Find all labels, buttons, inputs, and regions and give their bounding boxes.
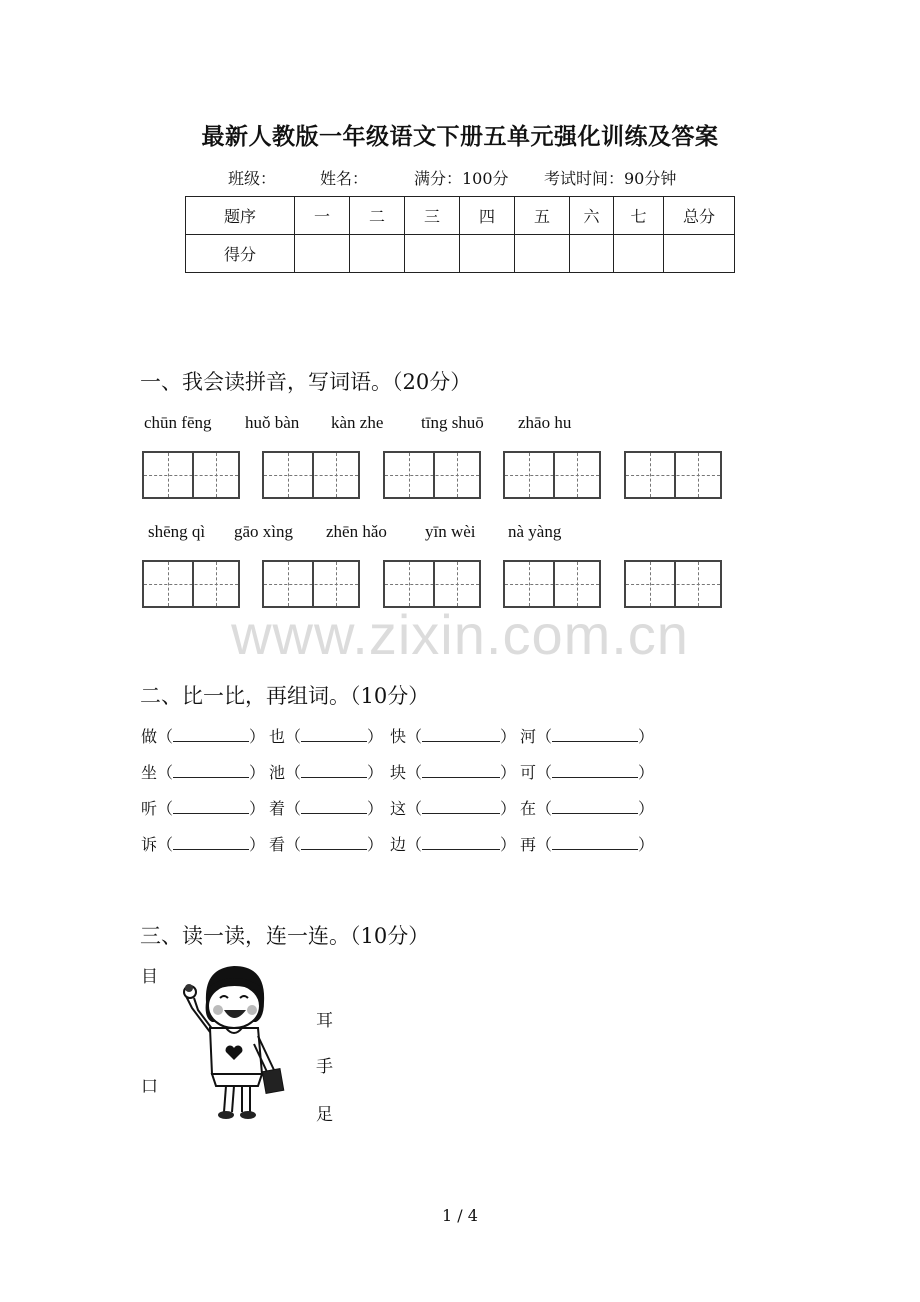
word-item: [390, 832, 516, 855]
writing-grid[interactable]: [262, 451, 360, 499]
paren-close: ）: [500, 799, 517, 818]
word-char: 在: [520, 799, 537, 818]
word-char: 这: [390, 799, 407, 818]
word-item: [269, 832, 383, 855]
score-cell[interactable]: [515, 235, 570, 273]
paren-open: （: [285, 799, 302, 818]
score-cell[interactable]: [350, 235, 405, 273]
answer-blank[interactable]: [301, 799, 367, 814]
answer-blank[interactable]: [552, 727, 638, 742]
paren-open: （: [406, 763, 423, 782]
paren-close: ）: [367, 799, 384, 818]
score-cell[interactable]: [460, 235, 515, 273]
paren-open: （: [536, 799, 553, 818]
word-char: 河: [520, 727, 537, 746]
row-label: 得分: [186, 235, 295, 273]
answer-blank[interactable]: [173, 835, 249, 850]
paren-close: ）: [249, 799, 266, 818]
word-item: [520, 724, 654, 747]
writing-grid[interactable]: [142, 451, 240, 499]
header-cell: 三: [405, 197, 460, 235]
word-item: [520, 760, 654, 783]
paren-close: ）: [249, 763, 266, 782]
right-char[interactable]: 耳: [316, 1011, 333, 1031]
answer-blank[interactable]: [422, 763, 500, 778]
pinyin-label: nà yàng: [508, 522, 562, 541]
answer-blank[interactable]: [173, 727, 249, 742]
pinyin-label: yīn wèi: [425, 522, 476, 541]
header-cell: 题序: [186, 197, 295, 235]
answer-blank[interactable]: [301, 763, 367, 778]
writing-grid[interactable]: [624, 560, 722, 608]
paren-close: ）: [249, 835, 266, 854]
answer-blank[interactable]: [422, 835, 500, 850]
word-item: [390, 796, 516, 819]
left-char[interactable]: 口: [141, 1077, 158, 1097]
word-char: 边: [390, 835, 407, 854]
paren-open: （: [157, 799, 174, 818]
word-char: 可: [520, 763, 537, 782]
paren-open: （: [406, 727, 423, 746]
pinyin-label: kàn zhe: [331, 413, 384, 432]
paren-close: ）: [249, 727, 266, 746]
header-cell: 五: [515, 197, 570, 235]
section3-title: 三、读一读，连一连。（10分）: [140, 924, 430, 948]
word-item: [141, 796, 265, 819]
word-item: [390, 724, 516, 747]
word-char: 做: [141, 727, 158, 746]
answer-blank[interactable]: [301, 727, 367, 742]
paren-open: （: [285, 763, 302, 782]
word-char: 池: [269, 763, 286, 782]
score-cell[interactable]: [405, 235, 460, 273]
header-cell: 六: [570, 197, 614, 235]
score-table: [185, 196, 735, 273]
section2-title: 二、比一比，再组词。（10分）: [140, 684, 430, 708]
document-title: 最新人教版一年级语文下册五单元强化训练及答案: [201, 123, 719, 150]
pinyin-label: tīng shuō: [421, 413, 484, 432]
paren-open: （: [536, 727, 553, 746]
paren-close: ）: [638, 799, 655, 818]
answer-blank[interactable]: [422, 799, 500, 814]
left-char[interactable]: 目: [141, 967, 158, 987]
paren-open: （: [157, 835, 174, 854]
word-item: [269, 724, 383, 747]
header-cell: 一: [295, 197, 350, 235]
writing-grid[interactable]: [383, 451, 481, 499]
paren-close: ）: [638, 727, 655, 746]
header-cell: 二: [350, 197, 405, 235]
word-char: 看: [269, 835, 286, 854]
paren-close: ）: [638, 763, 655, 782]
paren-close: ）: [500, 763, 517, 782]
writing-grid[interactable]: [383, 560, 481, 608]
word-char: 也: [269, 727, 286, 746]
word-item: [141, 760, 265, 783]
time-label: 考试时间：90分钟: [544, 169, 677, 188]
paren-open: （: [285, 727, 302, 746]
word-char: 快: [390, 727, 407, 746]
score-cell[interactable]: [614, 235, 664, 273]
answer-blank[interactable]: [422, 727, 500, 742]
header-cell: 总分: [664, 197, 735, 235]
score-table-score-row: [186, 235, 735, 273]
paren-close: ）: [367, 763, 384, 782]
paren-close: ）: [367, 835, 384, 854]
score-label: 满分：100分: [414, 169, 509, 188]
right-char[interactable]: 手: [316, 1057, 333, 1077]
pinyin-label: huǒ bàn: [245, 413, 300, 432]
right-char[interactable]: 足: [316, 1105, 333, 1125]
word-char: 着: [269, 799, 286, 818]
pinyin-label: zhēn hǎo: [326, 522, 387, 541]
writing-grid[interactable]: [624, 451, 722, 499]
answer-blank[interactable]: [552, 835, 638, 850]
name-label: 姓名：: [320, 169, 369, 188]
info-line: [228, 166, 676, 189]
answer-blank[interactable]: [173, 763, 249, 778]
word-item: [269, 760, 383, 783]
answer-blank[interactable]: [552, 763, 638, 778]
writing-grid[interactable]: [503, 560, 601, 608]
writing-grid[interactable]: [503, 451, 601, 499]
word-char: 块: [390, 763, 407, 782]
pinyin-label: shēng qì: [148, 522, 206, 541]
paren-open: （: [536, 835, 553, 854]
paren-open: （: [406, 799, 423, 818]
score-cell[interactable]: [295, 235, 350, 273]
header-cell: 七: [614, 197, 664, 235]
header-cell: 四: [460, 197, 515, 235]
word-char: 再: [520, 835, 537, 854]
answer-blank[interactable]: [301, 835, 367, 850]
word-char: 诉: [141, 835, 158, 854]
watermark: www.zixin.com.cn: [231, 603, 689, 666]
word-char: 坐: [141, 763, 158, 782]
paren-close: ）: [367, 727, 384, 746]
paren-open: （: [406, 835, 423, 854]
class-label: 班级：: [228, 169, 277, 188]
score-cell[interactable]: [664, 235, 735, 273]
paren-open: （: [536, 763, 553, 782]
pinyin-label: gāo xìng: [234, 522, 294, 541]
paren-close: ）: [500, 727, 517, 746]
pinyin-label: chūn fēng: [144, 413, 212, 432]
answer-blank[interactable]: [552, 799, 638, 814]
paren-close: ）: [500, 835, 517, 854]
word-item: [520, 832, 654, 855]
word-item: [141, 832, 265, 855]
word-item: [520, 796, 654, 819]
word-item: [141, 724, 265, 747]
page-number: 1 / 4: [442, 1206, 478, 1225]
girl-illustration: [176, 962, 288, 1122]
score-cell[interactable]: [570, 235, 614, 273]
answer-blank[interactable]: [173, 799, 249, 814]
pinyin-label: zhāo hu: [518, 413, 572, 432]
word-char: 听: [141, 799, 158, 818]
section1-title: 一、我会读拼音，写词语。（20分）: [140, 370, 472, 394]
score-table-header-row: [186, 197, 735, 235]
paren-open: （: [285, 835, 302, 854]
writing-grid[interactable]: [142, 560, 240, 608]
writing-grid[interactable]: [262, 560, 360, 608]
word-item: [269, 796, 383, 819]
paren-open: （: [157, 727, 174, 746]
word-item: [390, 760, 516, 783]
paren-open: （: [157, 763, 174, 782]
paren-close: ）: [638, 835, 655, 854]
